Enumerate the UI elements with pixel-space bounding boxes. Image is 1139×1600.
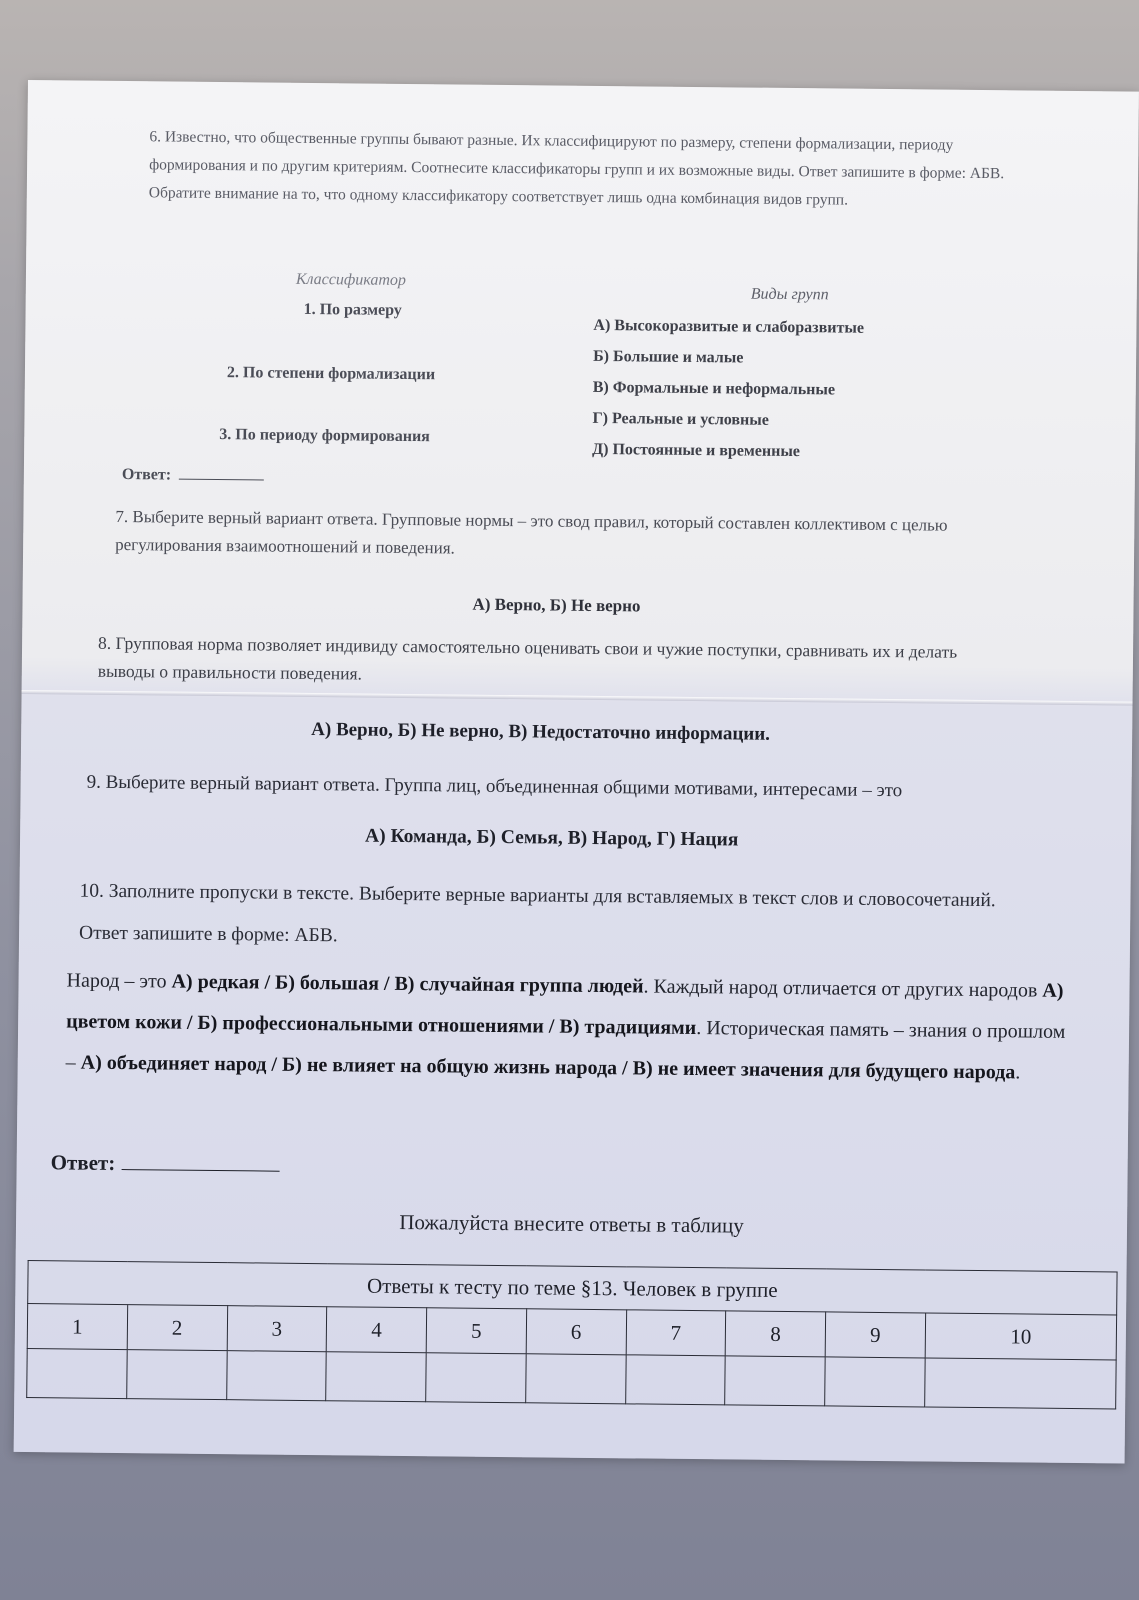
instruction-text: Пожалуйста внесите ответы в таблицу (399, 1209, 744, 1238)
answer-input-cell[interactable] (27, 1349, 127, 1399)
question-9-text: 9. Выберите верный вариант ответа. Группа лиц, объединенная общими мотивами, интересами – это (86, 771, 903, 802)
answer-label: Ответ: (50, 1150, 116, 1175)
question-7-text: 7. Выберите верный вариант ответа. Групповые нормы – это свод правил, который составлен коллективом с целью регулирования взаимоотношений и поведения. (115, 506, 948, 558)
fill-text-part: . Историческая память – знания о прошлом – (65, 1017, 1066, 1074)
fill-choice-2: А) цветом кожи / Б) профессиональными отношениями / В) традициями (66, 979, 1064, 1040)
fill-text-part: . (1015, 1061, 1021, 1084)
answer-input-cell[interactable] (525, 1354, 625, 1404)
classifier-2: 2. По степени формализации (226, 364, 436, 384)
question-9-options: А) Команда, Б) Семья, В) Народ, Г) Нация (364, 825, 739, 851)
answer-label: Ответ: (121, 466, 172, 484)
group-type-v: В) Формальные и неформальные (592, 378, 836, 399)
group-type-g: Г) Реальные и условные (592, 409, 769, 429)
group-type-d: Д) Постоянные и временные (592, 440, 801, 461)
answer-number-cell: 3 (227, 1306, 327, 1352)
answer-number-cell: 2 (127, 1305, 227, 1351)
answer-input-cell[interactable] (924, 1358, 1116, 1409)
answer-input-cell[interactable] (426, 1353, 526, 1403)
group-type-b: Б) Большие и малые (593, 347, 744, 367)
answer-blank[interactable] (179, 479, 264, 481)
answers-table (26, 1260, 1117, 1409)
question-10-answer (51, 1150, 280, 1177)
classifier-1: 1. По размеру (303, 300, 402, 319)
answer-input-cell[interactable] (625, 1355, 725, 1405)
question-10-text: 10. Заполните пропуски в тексте. Выберите верные варианты для вставляемых в текст слов и словосочетаний. Ответ запишите в форме: АБВ. (78, 880, 996, 947)
answer-input-cell[interactable] (725, 1356, 825, 1406)
question-7-options: А) Верно, Б) Не верно (472, 594, 641, 616)
answer-blank[interactable] (121, 1169, 279, 1172)
group-type-a: А) Высокоразвитые и слаборазвитые (593, 316, 865, 337)
fill-choice-1: А) редкая / Б) большая / В) случайная группа людей (171, 970, 644, 998)
fill-choice-3: А) объединяет народ / Б) не влияет на общую жизнь народа / В) не имеет значения для будущего народа (80, 1051, 1016, 1084)
fill-text-part: Народ – это (66, 969, 172, 993)
answer-input-cell[interactable] (825, 1357, 925, 1407)
answer-input-cell[interactable] (126, 1350, 226, 1400)
answer-number-cell: 9 (825, 1312, 925, 1358)
answer-number-cell: 6 (526, 1309, 626, 1355)
answer-number-cell: 5 (426, 1308, 526, 1354)
question-8-text: 8. Групповая норма позволяет индивиду самостоятельно оценивать свои и чужие поступки, сравнивать их и делать выводы о правильности поведения. (97, 632, 958, 684)
answer-number-cell: 4 (326, 1307, 426, 1353)
answer-number-cell: 1 (27, 1304, 127, 1350)
classifier-3: 3. По периоду формирования (219, 426, 430, 446)
group-types-list (592, 310, 1014, 469)
answer-input-cell[interactable] (326, 1352, 426, 1402)
answer-input-cell[interactable] (226, 1351, 326, 1401)
answer-number-cell: 8 (725, 1311, 825, 1357)
answer-number-cell: 10 (925, 1313, 1117, 1360)
fill-text-part: . Каждый народ отличается от других народов (643, 975, 1043, 1002)
classifier-header: Классификатор (295, 270, 407, 289)
question-10-fill-text (65, 960, 1076, 1094)
question-8-options: А) Верно, Б) Не верно, В) Недостаточно информации. (311, 719, 771, 745)
worksheet-page (14, 80, 1139, 1464)
group-types-header: Виды групп (750, 285, 829, 304)
answer-number-cell: 7 (626, 1310, 726, 1356)
question-6-text: 6. Известно, что общественные группы бывают разные. Их классифицируют по размеру, степени формализации, периоду формирования и по другим критериям. Соотнесите классификаторы групп и их возможные виды. Ответ запишите в форме: АБВ. Обратите внимание на то, что одному классификатору соответствует лишь одна комбинация видов групп. (148, 128, 1005, 209)
question-6-answer (122, 466, 264, 485)
answers-table-title: Ответы к тесту по теме §13. Человек в группе (28, 1261, 1117, 1315)
